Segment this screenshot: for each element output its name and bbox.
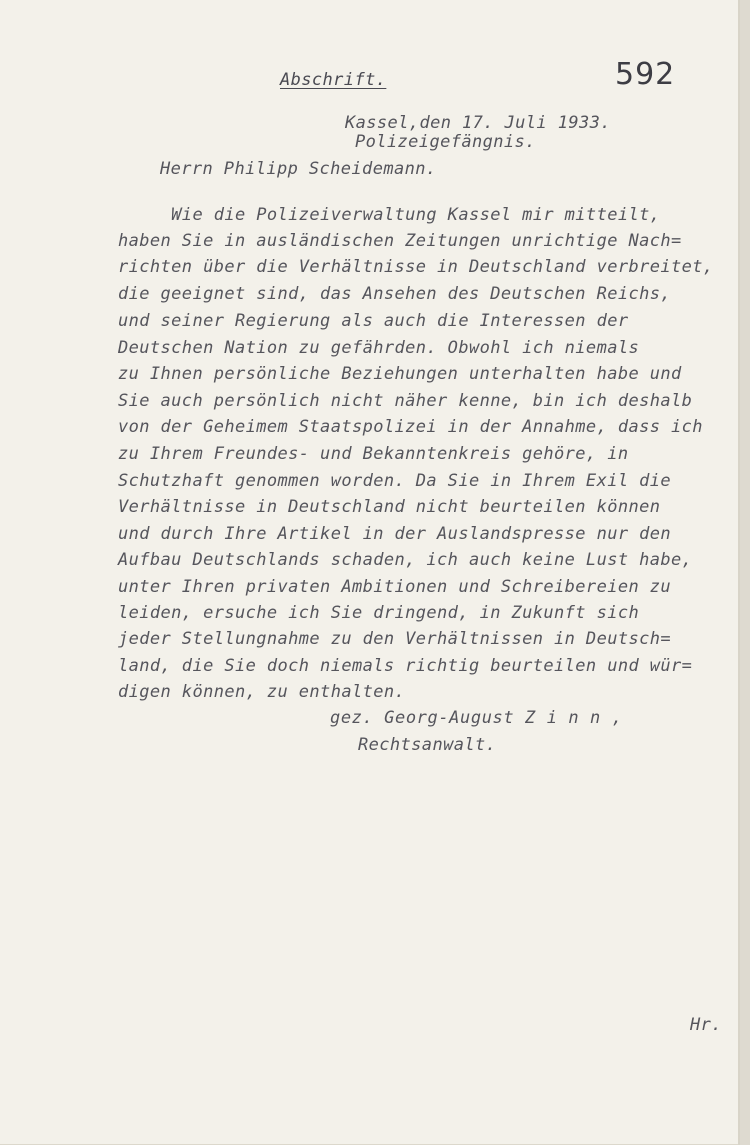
body-line: zu Ihrem Freundes- und Bekanntenkreis gehöre, in [118, 444, 629, 464]
body-line: die geeignet sind, das Ansehen des Deutschen Reichs, [118, 284, 672, 304]
body-line: unter Ihren privaten Ambitionen und Schreibereien zu [118, 577, 672, 597]
body-line: land, die Sie doch niemals richtig beurteilen und wür= [118, 656, 693, 676]
place-line: Polizeigefängnis. [355, 132, 536, 152]
page-edge [740, 0, 750, 1145]
body-line: leiden, ersuche ich Sie dringend, in Zukunft sich [118, 603, 640, 623]
addressee: Herrn Philipp Scheidemann. [160, 159, 437, 179]
body-line: Aufbau Deutschlands schaden, ich auch keine Lust habe, [118, 550, 693, 570]
signature-title: Rechtsanwalt. [358, 735, 497, 755]
body-line: Wie die Polizeiverwaltung Kassel mir mitteilt, [118, 205, 661, 225]
body-line: richten über die Verhältnisse in Deutschland verbreitet, [118, 257, 714, 277]
body-line: von der Geheimem Staatspolizei in der Annahme, dass ich [118, 417, 703, 437]
body-line: Schutzhaft genommen worden. Da Sie in Ihrem Exil die [118, 471, 672, 491]
body-line: haben Sie in ausländischen Zeitungen unrichtige Nach= [118, 231, 682, 251]
body-line: und durch Ihre Artikel in der Auslandspresse nur den [118, 524, 672, 544]
initials: Hr. [690, 1015, 722, 1035]
signature-name: gez. Georg-August Z i n n , [330, 708, 623, 728]
document-heading: Abschrift. [280, 70, 387, 90]
body-line: und seiner Regierung als auch die Interessen der [118, 311, 629, 331]
body-line: digen können, zu enthalten. [118, 682, 406, 702]
body-line: zu Ihnen persönliche Beziehungen unterhalten habe und [118, 364, 682, 384]
date-line: Kassel,den 17. Juli 1933. [345, 113, 611, 133]
page-number: 592 [615, 57, 676, 92]
body-line: Verhältnisse in Deutschland nicht beurteilen können [118, 497, 661, 517]
body-line: Sie auch persönlich nicht näher kenne, bin ich deshalb [118, 391, 693, 411]
body-line: jeder Stellungnahme zu den Verhältnissen in Deutsch= [118, 629, 672, 649]
body-line: Deutschen Nation zu gefährden. Obwohl ich niemals [118, 338, 640, 358]
